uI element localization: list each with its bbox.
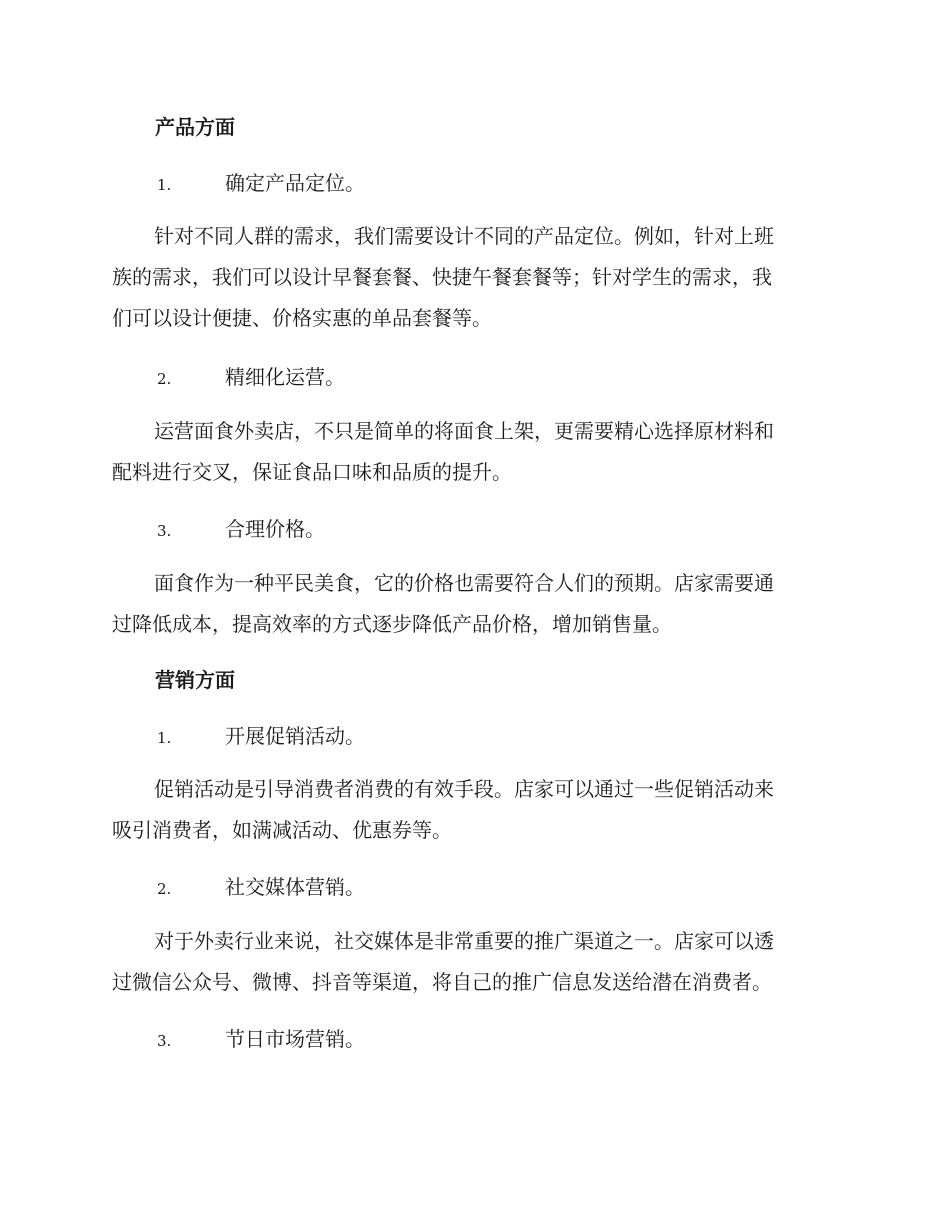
paragraph-line: 过降低成本，提高效率的方式逐步降低产品价格，增加销售量。: [112, 612, 672, 636]
paragraph: [112, 216, 832, 339]
list-number: 2.: [157, 370, 172, 388]
paragraph-line: 运营面食外卖店，不只是简单的将面食上架，更需要精心选择原材料和: [154, 419, 774, 443]
section-heading-product: 产品方面: [155, 115, 235, 139]
paragraph: [112, 769, 832, 851]
list-item-heading: [157, 875, 365, 901]
paragraph-line: 面食作为一种平民美食，它的价格也需要符合人们的预期。店家需要通: [154, 571, 774, 595]
list-item-heading: [157, 724, 365, 750]
paragraph-line: 促销活动是引导消费者消费的有效手段。店家可以通过一些促销活动来: [154, 777, 774, 801]
list-item-title: 开展促销活动。: [225, 724, 365, 748]
list-number: 3.: [157, 522, 172, 540]
list-item-heading: [157, 1027, 365, 1053]
list-item-title: 节日市场营销。: [225, 1027, 365, 1051]
list-item-heading: [157, 365, 345, 391]
paragraph-line: 族的需求，我们可以设计早餐套餐、快捷午餐套餐等；针对学生的需求，我: [112, 265, 772, 289]
list-number: 1.: [157, 729, 172, 747]
paragraph-line: 针对不同人群的需求，我们需要设计不同的产品定位。例如，针对上班: [154, 224, 774, 248]
paragraph-line: 们可以设计便捷、价格实惠的单品套餐等。: [112, 306, 492, 330]
list-item-title: 合理价格。: [225, 517, 325, 541]
paragraph-line: 对于外卖行业来说，社交媒体是非常重要的推广渠道之一。店家可以透: [154, 929, 774, 953]
section-heading-marketing: 营销方面: [155, 668, 235, 692]
list-item-heading: [157, 517, 325, 543]
list-number: 2.: [157, 880, 172, 898]
list-number: 1.: [157, 176, 172, 194]
paragraph: [112, 563, 832, 645]
list-item-title: 精细化运营。: [225, 365, 345, 389]
list-item-title: 社交媒体营销。: [225, 875, 365, 899]
paragraph-line: 配料进行交叉，保证食品口味和品质的提升。: [112, 460, 512, 484]
list-item-title: 确定产品定位。: [225, 171, 365, 195]
list-number: 3.: [157, 1032, 172, 1050]
paragraph-line: 吸引消费者，如满减活动、优惠券等。: [112, 818, 452, 842]
paragraph: [112, 411, 832, 493]
list-item-heading: [157, 171, 365, 197]
paragraph-line: 过微信公众号、微博、抖音等渠道，将自己的推广信息发送给潜在消费者。: [112, 970, 772, 994]
paragraph: [112, 921, 832, 1003]
